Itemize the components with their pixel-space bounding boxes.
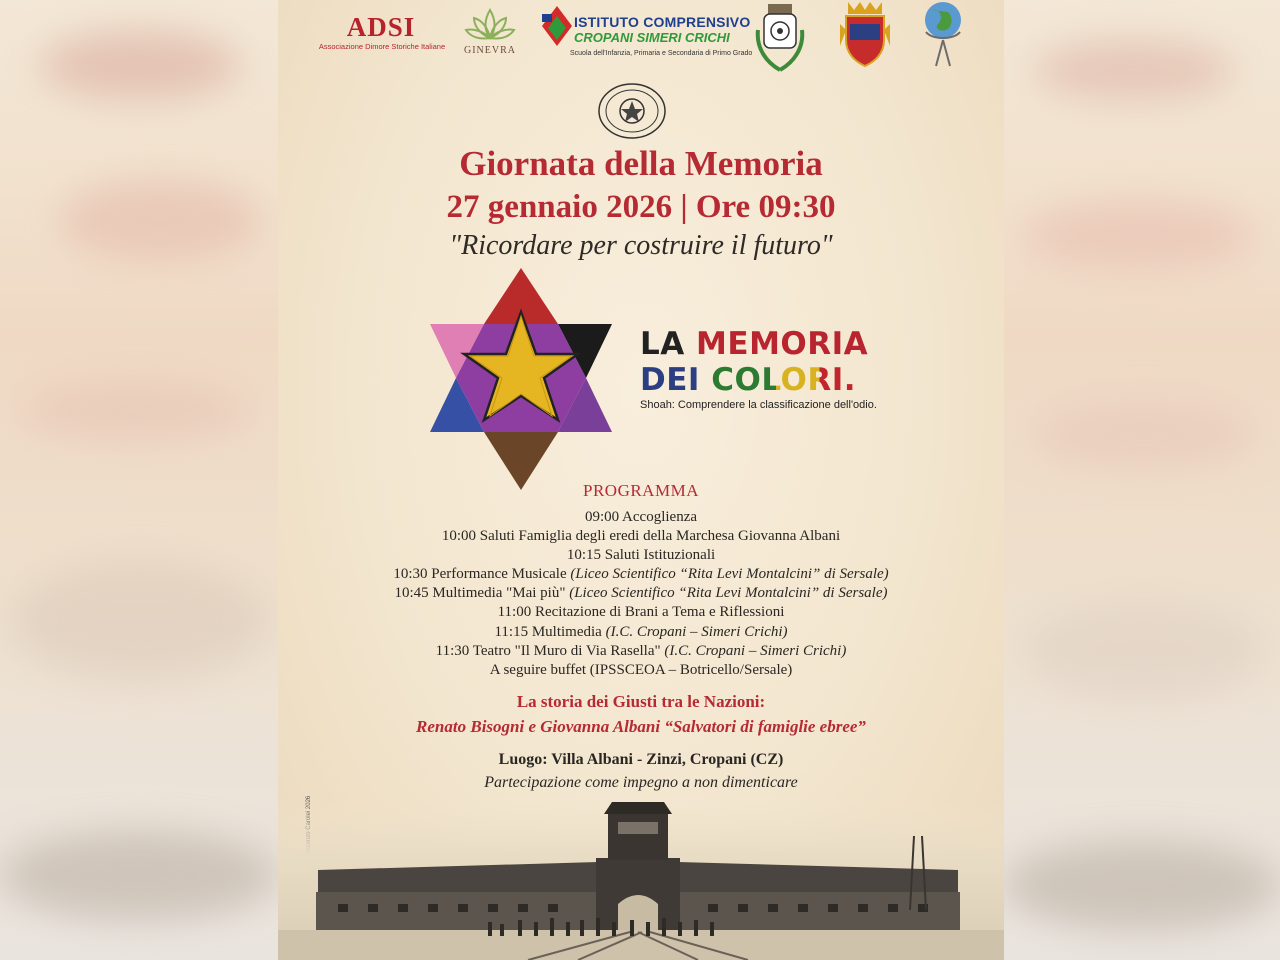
comune-crest-icon bbox=[750, 0, 810, 78]
poster bbox=[278, 0, 1004, 960]
adsi-subtitle: Associazione Dimore Storiche Italiane bbox=[318, 42, 446, 51]
programma-item: 11:00 Recitazione di Brani a Tema e Riflessioni bbox=[497, 604, 785, 621]
globe-icon bbox=[918, 0, 968, 70]
giusti-heading: La storia dei Giusti tra le Nazioni: bbox=[516, 692, 766, 711]
programma-list bbox=[278, 508, 1004, 680]
giusti-subheading: Renato Bisogni e Giovanna Albani “Salvatori di famiglie ebree” bbox=[416, 717, 866, 736]
lotus-icon bbox=[464, 6, 516, 46]
istituto-line3: Scuola dell'Infanzia, Primaria e Secondaria di Primo Grado bbox=[570, 50, 753, 57]
programma-item: 10:30 Performance Musicale (Liceo Scientifico “Rita Levi Montalcini” di Sersale) bbox=[393, 566, 889, 583]
campaign-title-line2 bbox=[640, 362, 856, 398]
programma-item: 11:15 Multimedia (I.C. Cropani – Simeri Crichi) bbox=[494, 623, 788, 640]
event-date-time: 27 gennaio 2026 | Ore 09:30 bbox=[446, 189, 836, 225]
campaign-title-line1 bbox=[640, 326, 868, 362]
event-title: Giornata della Memoria bbox=[459, 144, 823, 183]
campaign-word-colori: COLORI. bbox=[711, 362, 857, 398]
event-motto: "Ricordare per costruire il futuro" bbox=[449, 230, 833, 261]
programma-item: 10:45 Multimedia "Mai più" (Liceo Scientifico “Rita Levi Montalcini” di Sersale) bbox=[394, 585, 888, 602]
istituto-line1: ISTITUTO COMPRENSIVO bbox=[574, 14, 751, 30]
star-of-david-icon bbox=[428, 266, 614, 492]
adsi-name: ADSI bbox=[346, 12, 416, 42]
event-location: Luogo: Villa Albani - Zinzi, Cropani (CZ) bbox=[498, 751, 784, 768]
programma-item: 10:00 Saluti Famiglia degli eredi della Marchesa Giovanna Albani bbox=[441, 528, 841, 545]
blurred-background-left bbox=[0, 0, 278, 960]
camp-gate-photo bbox=[278, 800, 1004, 960]
campaign-word-dei: DEI bbox=[640, 362, 700, 398]
programma-item: 10:15 Saluti Istituzionali bbox=[566, 547, 716, 564]
programma-heading: PROGRAMMA bbox=[583, 481, 699, 500]
istituto-emblem-icon bbox=[540, 4, 574, 60]
campaign-word-memoria: MEMORIA bbox=[696, 326, 869, 362]
istituto-line2: CROPANI SIMERI CRICHI bbox=[574, 30, 730, 45]
programma-item: A seguire buffet (IPSSCEOA – Botricello/Sersale) bbox=[489, 661, 793, 678]
programma-item: 11:30 Teatro "Il Muro di Via Rasella" (I.C. Cropani – Simeri Crichi) bbox=[435, 642, 847, 659]
campaign-subtitle: Shoah: Comprendere la classificazione dell'odio. bbox=[640, 399, 877, 411]
campaign-word-la: LA bbox=[640, 326, 685, 362]
coat-of-arms-icon bbox=[836, 0, 894, 70]
ginevra-name: GINEVRA bbox=[464, 45, 516, 56]
programma-item: 09:00 Accoglienza bbox=[584, 509, 698, 525]
participation-line: Partecipazione come impegno a non dimenticare bbox=[484, 774, 798, 791]
palazzo-chigi-seal-icon bbox=[597, 82, 667, 140]
blurred-background-right bbox=[1004, 0, 1280, 960]
sponsor-logos bbox=[278, 0, 1004, 140]
